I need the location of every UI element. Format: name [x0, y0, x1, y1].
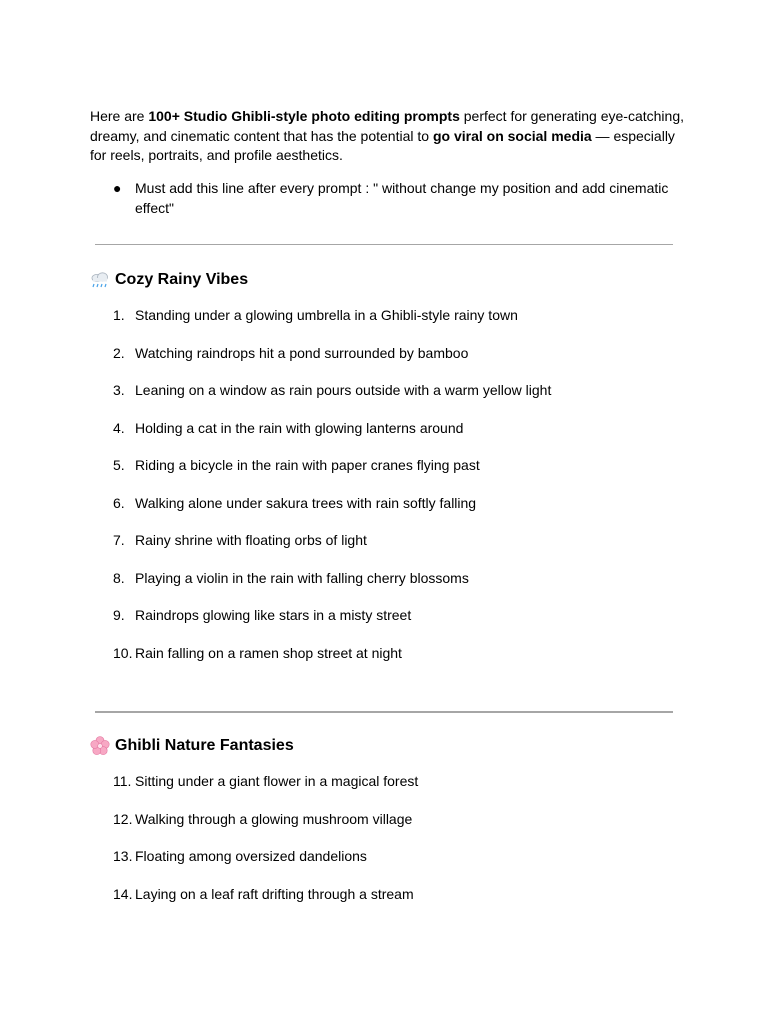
- prompt-list-rainy: [90, 306, 690, 681]
- list-item: [90, 419, 690, 457]
- item-number: 9.: [113, 607, 125, 623]
- list-item: [90, 381, 690, 419]
- prompt-list-nature: [90, 772, 690, 922]
- intro-text-3: — especially for reels, portraits, and profile aesthetics.: [90, 127, 675, 163]
- item-text: Floating among oversized dandelions: [135, 848, 367, 864]
- section-heading-cozy-rainy-vibes: [90, 269, 248, 291]
- item-text: Rainy shrine with floating orbs of light: [135, 532, 367, 548]
- list-item: [90, 531, 690, 569]
- intro-paragraph: [90, 107, 690, 166]
- item-number: 14.: [113, 885, 133, 902]
- item-text: Sitting under a giant flower in a magical forest: [135, 773, 419, 789]
- item-text: Watching raindrops hit a pond surrounded by bamboo: [135, 344, 469, 361]
- item-text: Laying on a leaf raft drifting through a stream: [135, 885, 414, 902]
- bullet-item: [90, 179, 680, 218]
- item-number: 4.: [113, 419, 125, 436]
- list-item: [90, 606, 690, 644]
- item-number: 13.: [113, 848, 133, 864]
- cloud-rain-icon: [90, 270, 110, 290]
- item-text: Holding a cat in the rain with glowing lanterns around: [135, 419, 464, 436]
- item-text: Raindrops glowing like stars in a misty street: [135, 607, 412, 623]
- list-item: [90, 772, 690, 810]
- list-item: [90, 810, 690, 848]
- bullet-list: [90, 179, 680, 218]
- item-number: 11.: [113, 773, 132, 789]
- list-item: [90, 847, 690, 885]
- bullet-text: Must add this line after every prompt : " without change my position and add cinematic effect": [135, 180, 669, 216]
- horizontal-divider: [95, 711, 673, 713]
- cherry-blossom-icon: [90, 736, 110, 756]
- horizontal-divider: [95, 244, 673, 245]
- section-title: Ghibli Nature Fantasies: [115, 737, 294, 754]
- intro-bold-2: go viral on social media: [432, 127, 592, 144]
- item-number: 2.: [113, 344, 125, 361]
- intro-bold-1: 100+ Studio Ghibli-style photo editing prompts: [148, 108, 460, 124]
- list-item: [90, 306, 690, 344]
- item-number: 8.: [113, 569, 125, 586]
- section-heading-ghibli-nature-fantasies: [90, 735, 294, 757]
- list-item: [90, 569, 690, 607]
- list-item: [90, 344, 690, 382]
- item-text: Walking through a glowing mushroom village: [135, 810, 413, 827]
- item-number: 12.: [113, 810, 133, 827]
- list-item: [90, 456, 690, 494]
- intro-text-1: Here are: [90, 108, 149, 124]
- item-text: Playing a violin in the rain with falling cherry blossoms: [135, 569, 469, 586]
- item-text: Walking alone under sakura trees with rain softly falling: [135, 494, 477, 511]
- item-number: 5.: [113, 457, 125, 473]
- intro-text-2: perfect for generating eye-catching, dreamy, and cinematic content that has the potential to: [90, 108, 685, 144]
- item-number: 1.: [113, 307, 125, 323]
- item-text: Standing under a glowing umbrella in a Ghibli-style rainy town: [135, 307, 518, 323]
- bullet-marker: ●: [113, 180, 122, 196]
- item-number: 3.: [113, 382, 125, 398]
- item-number: 10.: [113, 644, 133, 661]
- item-number: 6.: [113, 494, 125, 511]
- section-title: Cozy Rainy Vibes: [115, 271, 249, 288]
- list-item: [90, 494, 690, 532]
- item-number: 7.: [113, 532, 125, 548]
- item-text: Leaning on a window as rain pours outside with a warm yellow light: [135, 382, 552, 398]
- item-text: Riding a bicycle in the rain with paper cranes flying past: [135, 457, 480, 473]
- item-text: Rain falling on a ramen shop street at night: [135, 644, 402, 661]
- list-item: [90, 644, 690, 682]
- list-item: [90, 885, 690, 923]
